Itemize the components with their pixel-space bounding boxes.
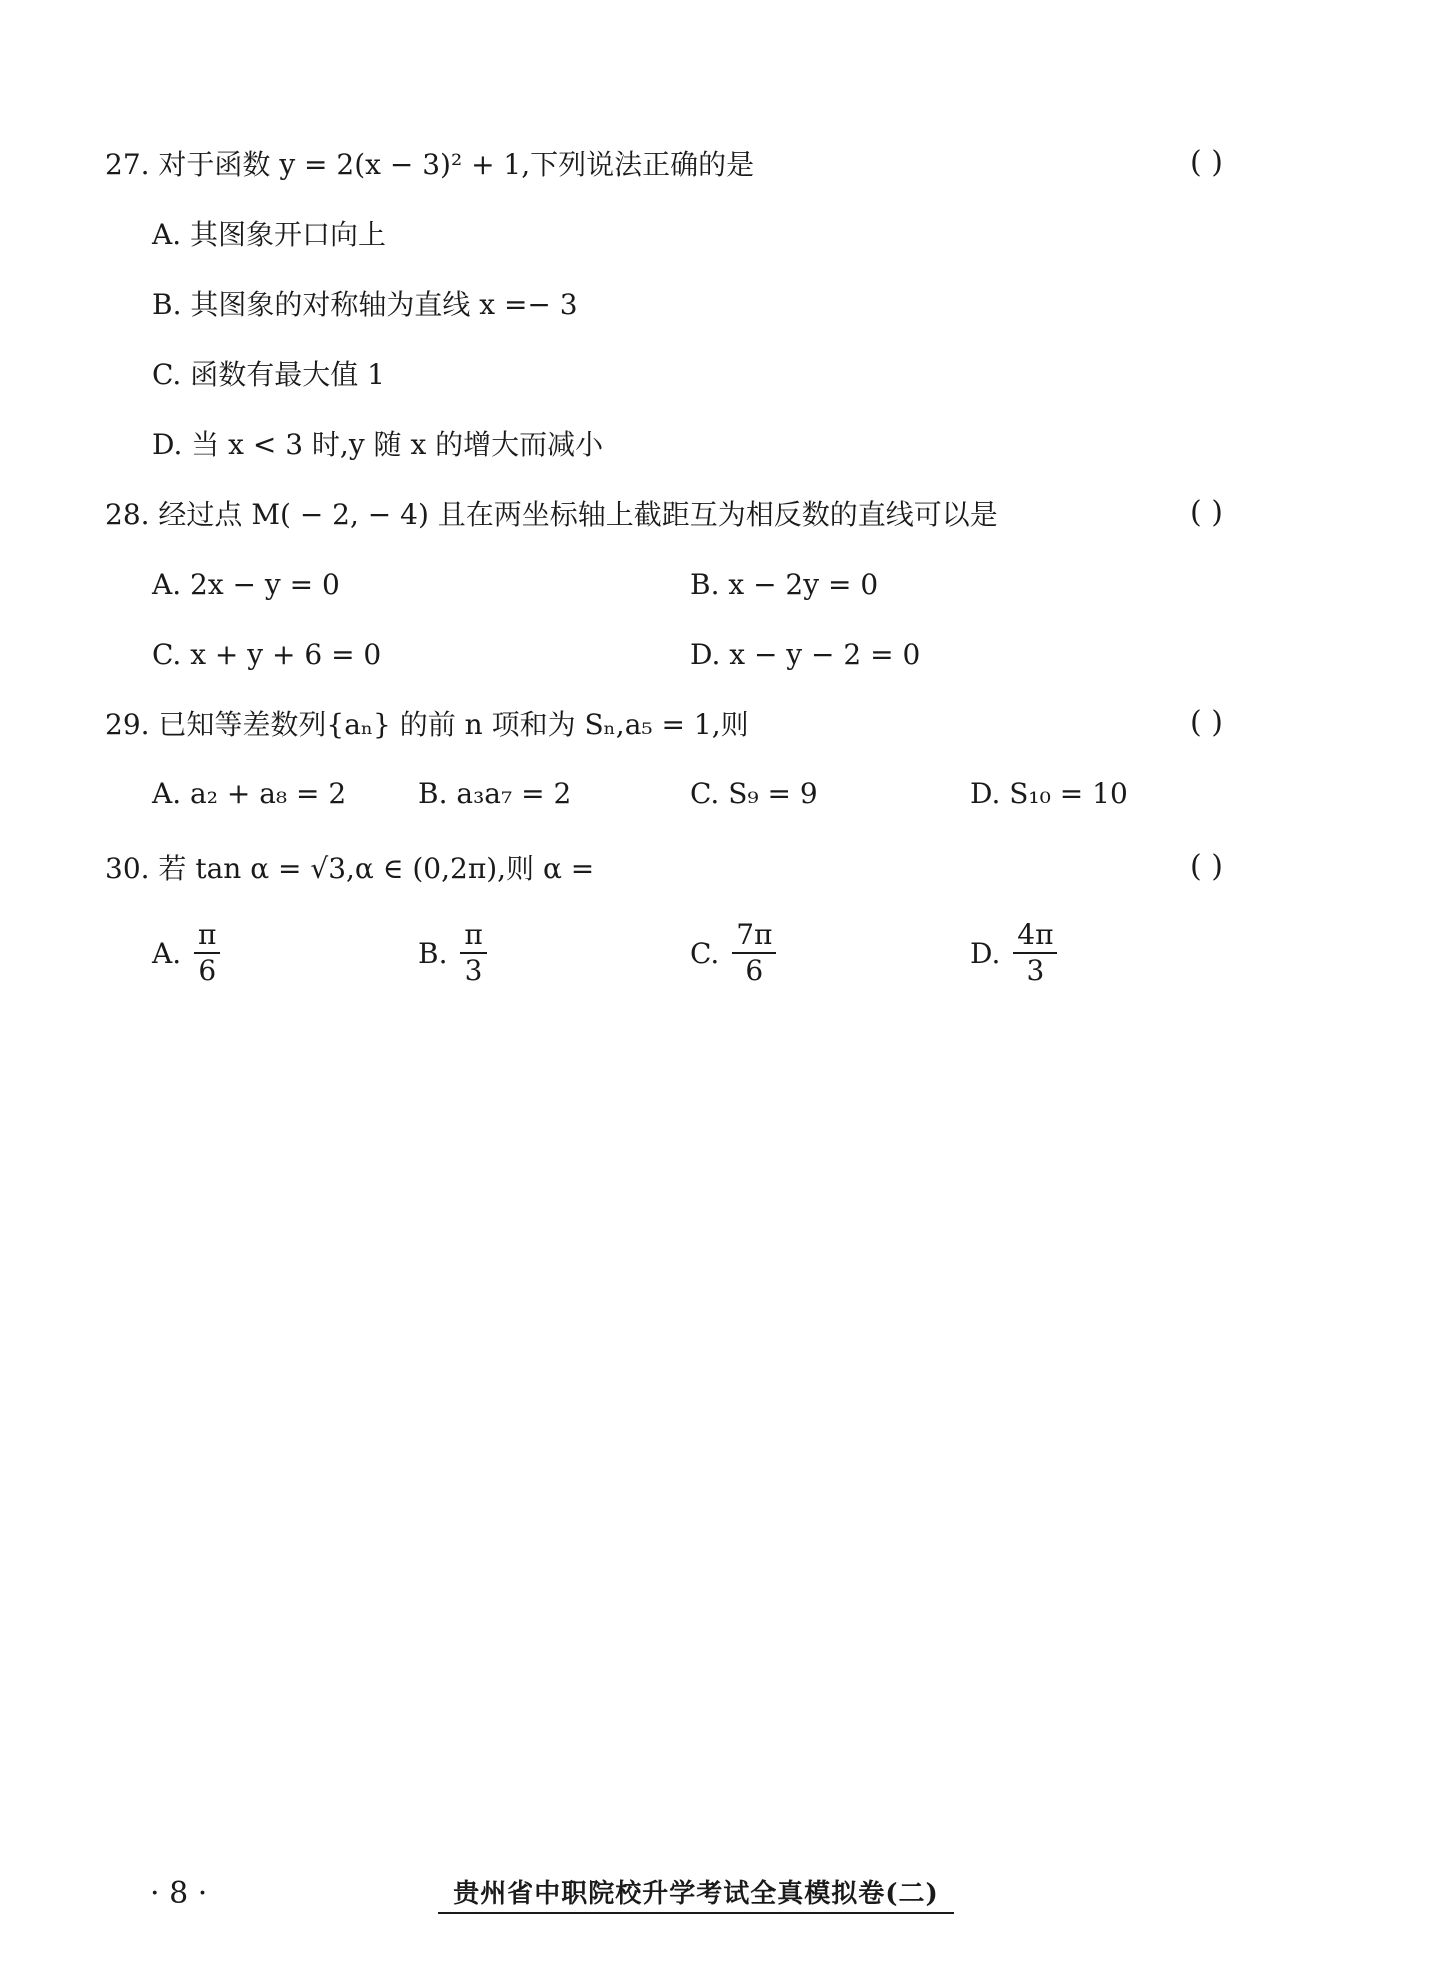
- q27-answer-bracket: ( ): [1190, 145, 1223, 180]
- q27-option-a: A. 其图象开口向上: [152, 218, 387, 251]
- q30-option-b-denominator: 3: [464, 954, 483, 987]
- q28-answer-bracket: ( ): [1190, 495, 1223, 530]
- q30-option-b-fraction: [460, 918, 486, 988]
- q29-option-b: B. a₃a₇ = 2: [418, 777, 572, 810]
- page-number: · 8 ·: [150, 1876, 208, 1911]
- q30-option-c: [690, 918, 776, 988]
- q28-option-a: A. 2x − y = 0: [152, 568, 340, 601]
- q30-option-b-numerator: π: [460, 918, 486, 954]
- q30-option-b: [418, 918, 487, 988]
- q30-stem: 30. 若 tan α = √3,α ∈ (0,2π),则 α =: [105, 852, 595, 885]
- q30-option-a-denominator: 6: [198, 954, 217, 987]
- q27-option-c: C. 函数有最大值 1: [152, 358, 385, 391]
- footer-title: 贵州省中职院校升学考试全真模拟卷(二): [438, 1876, 954, 1914]
- q30-option-b-label: B.: [418, 936, 448, 970]
- q27-stem: 27. 对于函数 y = 2(x − 3)² + 1,下列说法正确的是: [105, 148, 755, 181]
- q30-option-a-label: A.: [152, 936, 182, 970]
- q30-option-d: [970, 918, 1057, 988]
- q27-option-b: B. 其图象的对称轴为直线 x =− 3: [152, 288, 578, 321]
- q30-option-c-fraction: [732, 918, 776, 988]
- q29-option-d: D. S₁₀ = 10: [970, 777, 1128, 810]
- q30-option-d-denominator: 3: [1026, 954, 1045, 987]
- q30-option-d-numerator: 4π: [1013, 918, 1057, 954]
- q29-option-a: A. a₂ + a₈ = 2: [152, 777, 347, 810]
- q28-option-b: B. x − 2y = 0: [690, 568, 879, 601]
- q30-option-a: [152, 918, 220, 988]
- q27-option-d: D. 当 x < 3 时,y 随 x 的增大而减小: [152, 428, 604, 461]
- q29-answer-bracket: ( ): [1190, 705, 1223, 740]
- q29-option-c: C. S₉ = 9: [690, 777, 818, 810]
- q28-option-d: D. x − y − 2 = 0: [690, 638, 921, 671]
- q28-option-c: C. x + y + 6 = 0: [152, 638, 382, 671]
- q30-answer-bracket: ( ): [1190, 849, 1223, 884]
- q28-stem: 28. 经过点 M( − 2, − 4) 且在两坐标轴上截距互为相反数的直线可以是: [105, 498, 998, 531]
- q29-stem: 29. 已知等差数列{aₙ} 的前 n 项和为 Sₙ,a₅ = 1,则: [105, 708, 749, 741]
- q30-option-a-fraction: [194, 918, 220, 988]
- q30-option-d-label: D.: [970, 936, 1001, 970]
- q30-option-a-numerator: π: [194, 918, 220, 954]
- q30-option-d-fraction: [1013, 918, 1057, 988]
- q30-option-c-denominator: 6: [745, 954, 764, 987]
- q30-option-c-label: C.: [690, 936, 720, 970]
- q30-option-c-numerator: 7π: [732, 918, 776, 954]
